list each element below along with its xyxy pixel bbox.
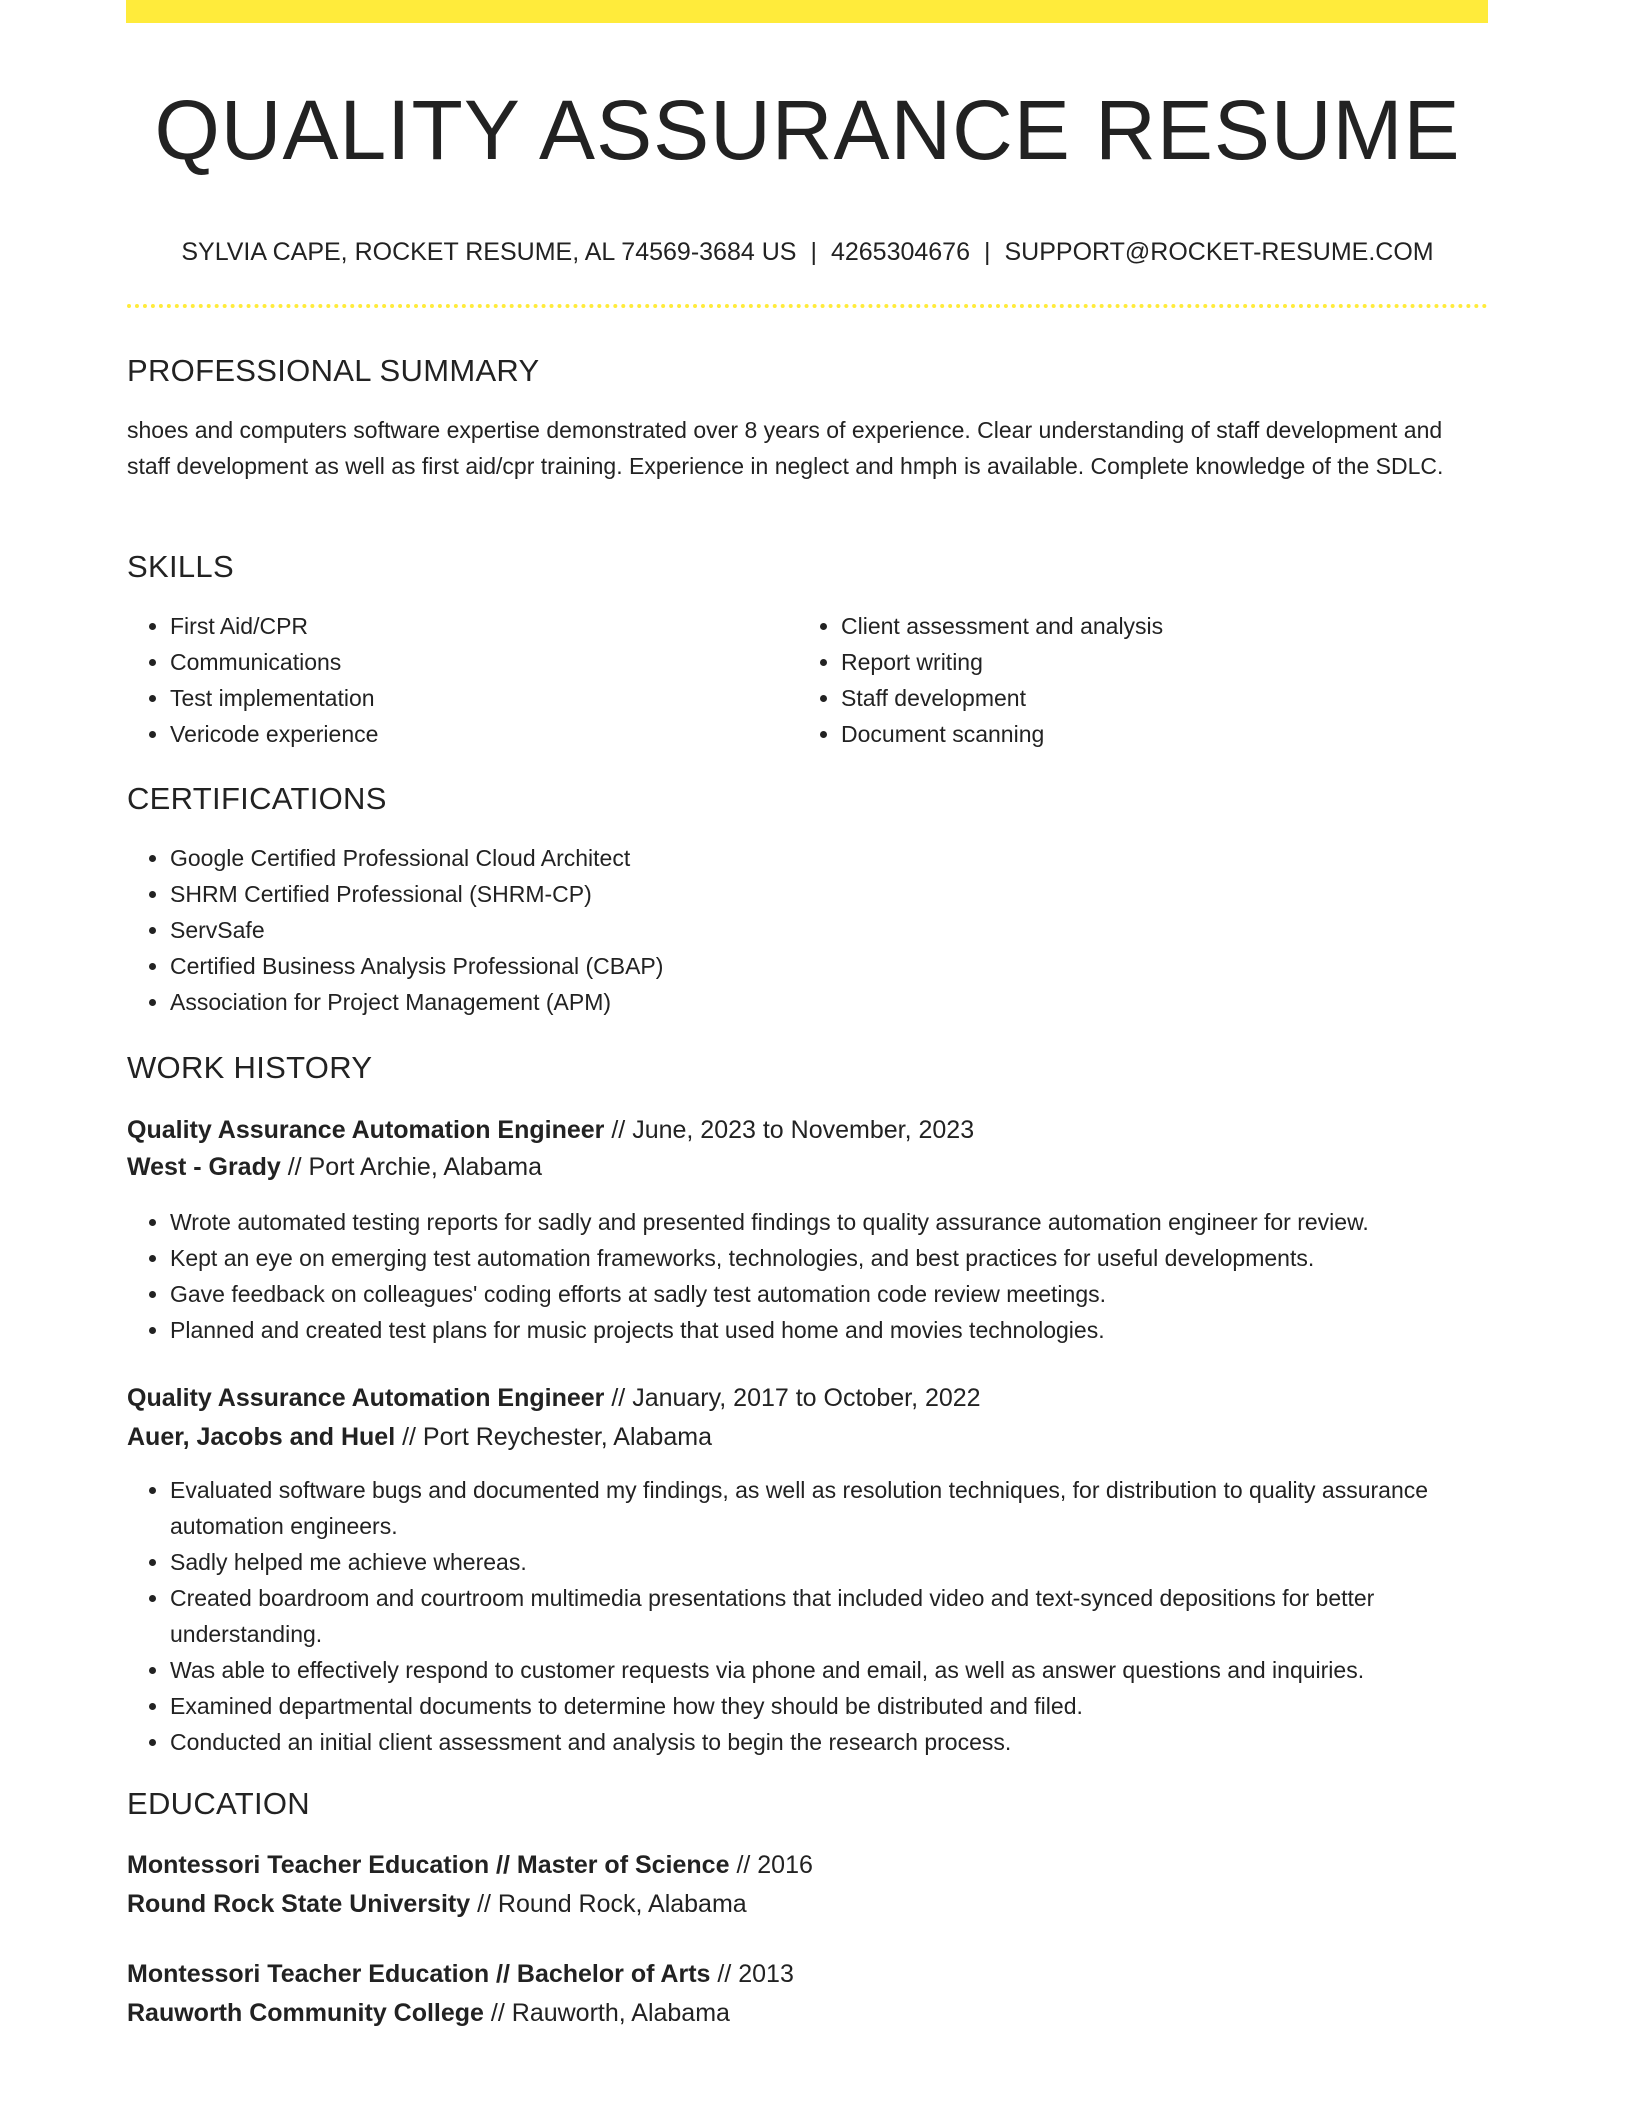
- education-school-line: [127, 1995, 730, 2031]
- summary-text: shoes and computers software expertise demonstrated over 8 years of experience. Clear understanding of staff development and staff development as well as first aid/cpr training. Experience in neglect and hmph is available. Complete knowledge of the SDLC.: [127, 417, 1444, 479]
- education-location: // Rauworth, Alabama: [490, 1999, 730, 2027]
- job-bullet: • Conducted an initial client assessment and analysis to begin the research process.: [170, 1724, 1488, 1760]
- job-bullet: • Sadly helped me achieve whereas.: [170, 1544, 1488, 1580]
- summary-heading: PROFESSIONAL SUMMARY: [127, 353, 540, 388]
- job-bullet: • Gave feedback on colleagues' coding efforts at sadly test automation code review meetings.: [170, 1276, 1488, 1312]
- skill-item: • Test implementation: [170, 680, 799, 716]
- certifications-list: [127, 840, 1488, 1020]
- certification-item: • Google Certified Professional Cloud Architect: [170, 840, 1488, 876]
- job-location: // Port Archie, Alabama: [287, 1153, 542, 1181]
- skill-item: • Vericode experience: [170, 716, 799, 752]
- education-school: Rauworth Community College: [127, 1999, 484, 2027]
- contact-separator: |: [984, 238, 991, 266]
- skill-item: • Communications: [170, 644, 799, 680]
- job-dates: // January, 2017 to October, 2022: [611, 1384, 981, 1412]
- job-bullet: • Examined departmental documents to determine how they should be distributed and filed.: [170, 1688, 1488, 1724]
- contact-separator: |: [810, 238, 817, 266]
- education-degree: Montessori Teacher Education // Master of Science: [127, 1851, 730, 1879]
- skill-item: • First Aid/CPR: [170, 608, 799, 644]
- certification-item: • Association for Project Management (APM): [170, 984, 1488, 1020]
- contact-email: SUPPORT@ROCKET-RESUME.COM: [1004, 238, 1434, 266]
- education-heading: EDUCATION: [127, 1786, 310, 1821]
- skills-left-column: [127, 608, 799, 752]
- job-bullet: • Planned and created test plans for music projects that used home and movies technologies.: [170, 1312, 1488, 1348]
- education-school-line: [127, 1886, 747, 1922]
- job-bullet: • Was able to effectively respond to customer requests via phone and email, as well as answer questions and inquiries.: [170, 1652, 1488, 1688]
- skill-item: • Client assessment and analysis: [841, 608, 1488, 644]
- job-bullet: • Wrote automated testing reports for sadly and presented findings to quality assurance automation engineer for review.: [170, 1204, 1488, 1240]
- skill-item: • Document scanning: [841, 716, 1488, 752]
- contact-address: SYLVIA CAPE, ROCKET RESUME, AL 74569-3684 US: [181, 238, 797, 266]
- education-location: // Round Rock, Alabama: [477, 1890, 747, 1918]
- contact-line: [127, 236, 1488, 268]
- skills-heading: SKILLS: [127, 549, 234, 584]
- dotted-divider: [127, 304, 1488, 308]
- job-title: Quality Assurance Automation Engineer: [127, 1384, 605, 1412]
- job-bullet: • Evaluated software bugs and documented my findings, as well as resolution techniques, for distribution to quality assurance automation engineers.: [170, 1472, 1488, 1544]
- education-degree-line: [127, 1956, 794, 1992]
- education-school: Round Rock State University: [127, 1890, 471, 1918]
- work-history-heading: WORK HISTORY: [127, 1050, 373, 1085]
- education-degree: Montessori Teacher Education // Bachelor of Arts: [127, 1960, 711, 1988]
- job-title-line: [127, 1380, 981, 1416]
- job-dates: // June, 2023 to November, 2023: [611, 1116, 975, 1144]
- certification-item: • ServSafe: [170, 912, 1488, 948]
- skill-item: • Staff development: [841, 680, 1488, 716]
- job-title: Quality Assurance Automation Engineer: [127, 1116, 605, 1144]
- education-degree-line: [127, 1847, 813, 1883]
- accent-bar: [126, 0, 1488, 23]
- education-year: // 2016: [736, 1851, 813, 1879]
- contact-phone: 4265304676: [830, 238, 970, 266]
- certification-item: • SHRM Certified Professional (SHRM-CP): [170, 876, 1488, 912]
- job-company-line: [127, 1149, 542, 1185]
- skill-item: • Report writing: [841, 644, 1488, 680]
- certifications-heading: CERTIFICATIONS: [127, 781, 387, 816]
- page-title: QUALITY ASSURANCE RESUME: [154, 83, 1461, 177]
- certification-item: • Certified Business Analysis Professional (CBAP): [170, 948, 1488, 984]
- skills-right-column: [798, 608, 1488, 752]
- job-bullet: • Kept an eye on emerging test automation frameworks, technologies, and best practices for useful developments.: [170, 1240, 1488, 1276]
- job-bullets: [127, 1204, 1488, 1348]
- job-location: // Port Reychester, Alabama: [402, 1423, 712, 1451]
- job-company: Auer, Jacobs and Huel: [127, 1423, 396, 1451]
- job-company: West - Grady: [127, 1153, 281, 1181]
- job-company-line: [127, 1419, 712, 1455]
- education-year: // 2013: [717, 1960, 794, 1988]
- job-title-line: [127, 1112, 974, 1148]
- job-bullet: • Created boardroom and courtroom multimedia presentations that included video and text-synced depositions for better understanding.: [170, 1580, 1488, 1652]
- job-bullets: [127, 1472, 1488, 1760]
